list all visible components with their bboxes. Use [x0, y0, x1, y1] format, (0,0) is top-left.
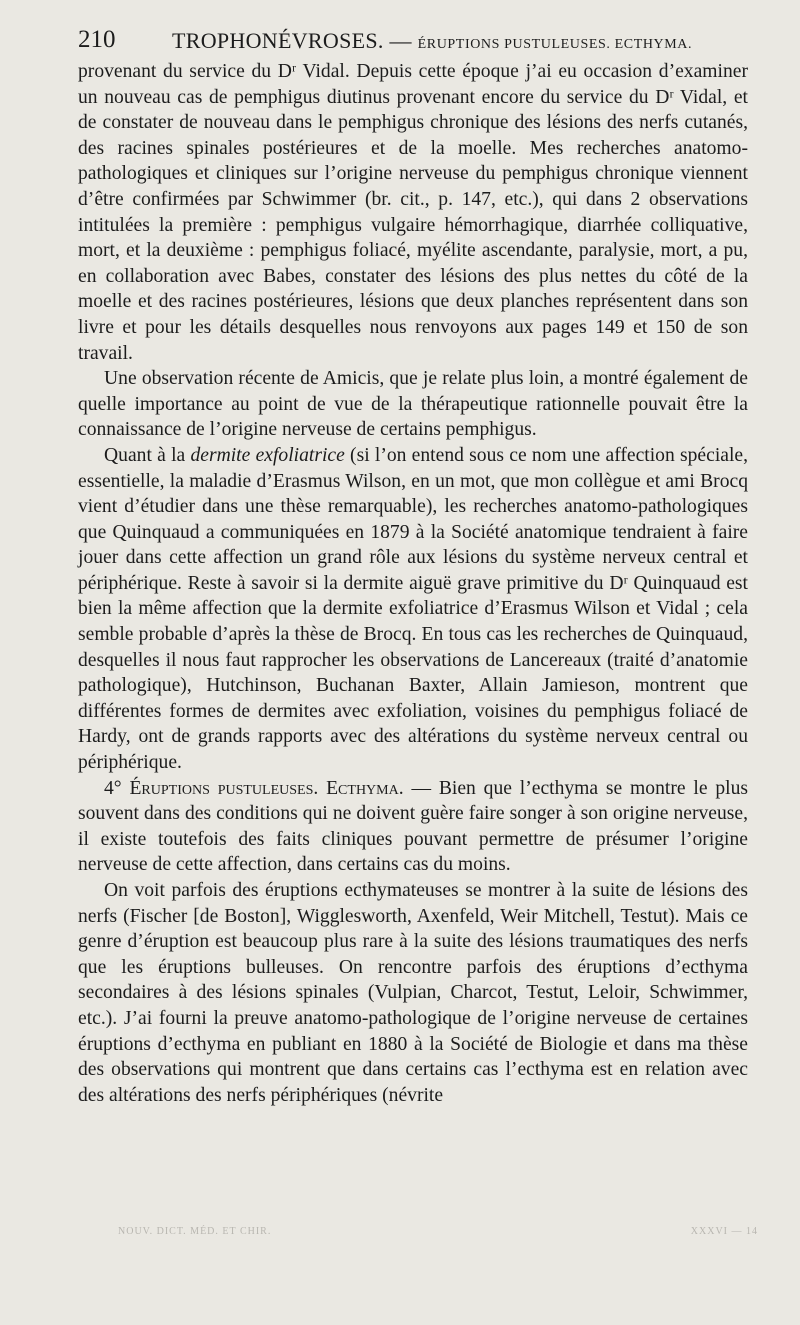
paragraph-text: Une observation récente de Amicis, que je relate plus loin, a montré également de quelle importance au point de vue de la thérapeutique rationnelle pouvait être la connaissance de l’origine nerveuse de certains pemphigus.: [78, 368, 748, 441]
paragraph-text: Quant à la: [104, 444, 191, 466]
section-heading: Éruptions pustuleuses. Ecthyma.: [129, 777, 404, 799]
page-number: 210: [78, 26, 116, 53]
running-title: [172, 28, 692, 54]
running-title-dash: —: [383, 28, 418, 53]
paragraph-continuation: [78, 59, 748, 366]
running-title-main: TROPHONÉVROSES.: [172, 28, 384, 53]
footer-signature-right: XXXVI — 14: [690, 1226, 758, 1237]
running-header: [78, 26, 768, 60]
paragraph-text: (si l’on entend sous ce nom une affection spéciale, essentielle, la maladie d’Erasmus Wilson, en un mot, que mon collègue et ami Brocq vient d’étudier dans une thèse remarquable), les recherches anatomo-pathologiques que Quinquaud a communiquées en 1879 à la Société anatomique tendraient à faire jouer dans cette affection un grand rôle aux lésions du système nerveux central et périphérique. Reste à savoir si la dermite aiguë grave primitive du Dʳ Quinquaud est bien la même affection que la dermite exfoliatrice d’Erasmus Wilson et Vidal ; cela semble probable d’après la thèse de Brocq. En tous cas les recherches de Quinquaud, desquelles il nous faut rapprocher les observations de Lancereaux (traité d’anatomie pathologique), Hutchinson, Buchanan Baxter, Allain Jamieson, montrent que différentes formes de dermites avec exfoliation, voisines du pemphigus foliacé de Hardy, ont de grands rapports avec des altérations du système nerveux central ou périphérique.: [78, 444, 749, 774]
italic-term: dermite exfoliatrice: [190, 444, 345, 466]
signature-footer: [118, 1226, 758, 1237]
running-title-section: ÉRUPTIONS PUSTULEUSES. ECTHYMA.: [417, 37, 693, 52]
paragraph-text: provenant du service du Dʳ Vidal. Depuis cette époque j’ai eu occasion d’examiner un nouveau cas de pemphigus diutinus provenant encore du service du Dʳ Vidal, et de constater de nouveau dans le pemphigus chronique des lésions des nerfs cutanés, des racines spinales postérieures et de la moelle. Mes recherches anatomo-pathologiques et cliniques sur l’origine nerveuse du pemphigus chronique viennent d’être confirmées par Schwimmer (br. cit., p. 147, etc.), qui dans 2 observations intitulées la première : pemphigus vulgaire hémorrhagique, diarrhée colliquative, mort, et la deuxième : pemphigus foliacé, myélite ascendante, paralysie, mort, a pu, en collaboration avec Babes, constater des lésions des plus nettes du côté de la moelle et des racines postérieures, lésions que deux planches représentent dans son livre et pour les détails desquelles nous renvoyons aux pages 149 et 150 de son travail.: [78, 61, 748, 364]
paragraph-text: — Bien que l’ecthyma se montre le plus souvent dans des conditions qui ne doivent guère faire songer à son origine nerveuse, il existe toutefois des faits cliniques pouvant permettre de présumer l’origine nerveuse de cette affection, dans certains cas du moins.: [78, 777, 748, 876]
page-body: [78, 59, 748, 1108]
paragraph-section-ecthyma: [78, 776, 748, 878]
paragraph-text: On voit parfois des éruptions ecthymateuses se montrer à la suite de lésions des nerfs (Fischer [de Boston], Wigglesworth, Axenfeld, Weir Mitchell, Testut). Mais ce genre d’éruption est beaucoup plus rare à la suite des lésions traumatiques des nerfs que les éruptions bulleuses. On rencontre parfois des éruptions d’ecthyma secondaires à des lésions spinales (Vulpian, Charcot, Testut, Leloir, Schwimmer, etc.). J’ai fourni la preuve anatomo-pathologique de l’origine nerveuse de certaines éruptions d’ecthyma en publiant en 1880 à la Société de Biologie et dans ma thèse des observations qui montrent que dans certains cas l’ecthyma est en relation avec des altérations des nerfs périphériques (névrite: [78, 880, 748, 1106]
section-number: 4°: [104, 777, 130, 799]
footer-signature-left: NOUV. DICT. MÉD. ET CHIR.: [118, 1226, 272, 1237]
paragraph-eruptions: [78, 878, 748, 1108]
paragraph-dermite: [78, 443, 748, 776]
paragraph-amicis: [78, 366, 748, 443]
